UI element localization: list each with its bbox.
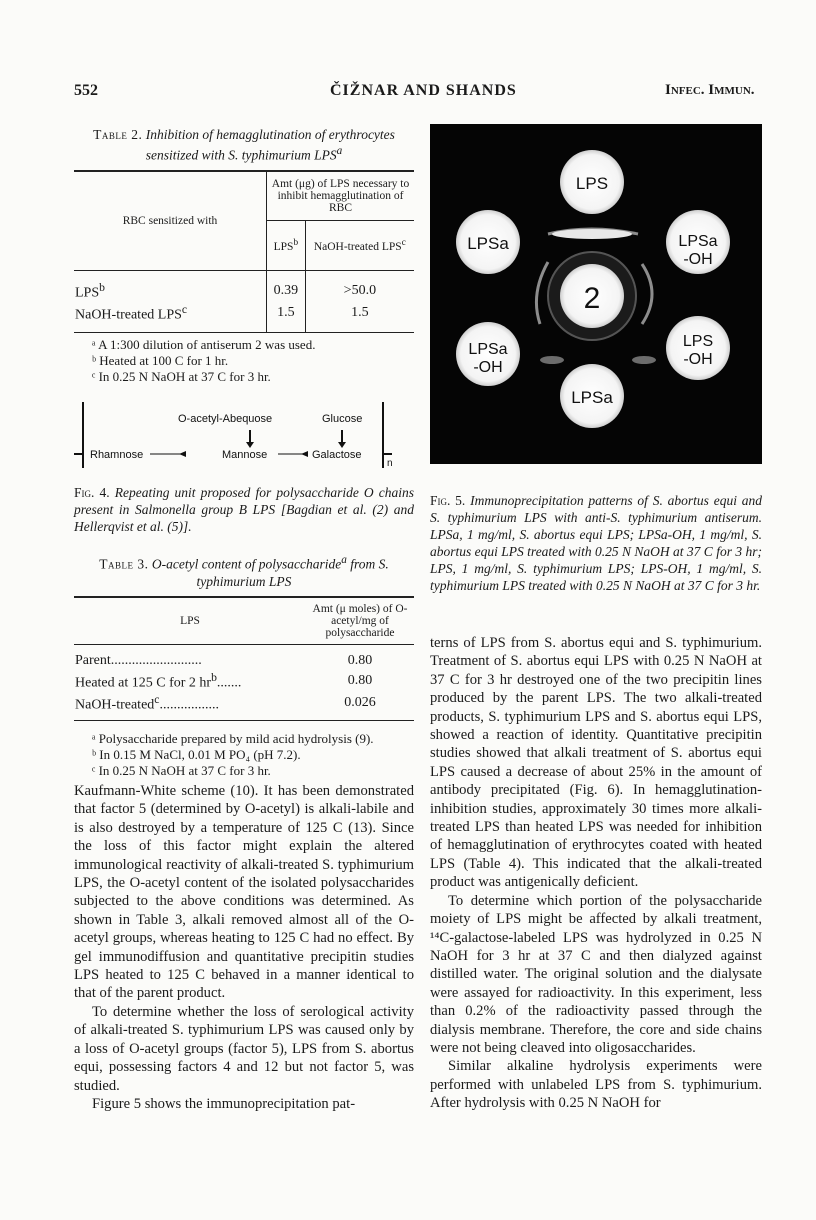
figure-5-caption: Fig. 5. Immunoprecipitation patterns of S. abortus equi and S. typhimurium LPS with anti-S. typhimurium antiserum. LPSa, 1 mg/ml, S. abortus equi LPS; LPSa-OH, 1 mg/ml, S. abortus equi LPS treated with 0.25 N NaOH at 37 C for 3 hr; LPS, 1 mg/ml, S. typhimurium LPS; LPS-OH, 1 mg/ml, S. typhimurium LPS treated with 0.25 N NaOH at 37 C for 3 hr. (430, 493, 762, 593)
table-2 (74, 126, 414, 385)
figure-5-photo (430, 124, 762, 464)
table-2-col-lps: LPS$^b$ (267, 221, 306, 271)
page-number: 552 (74, 82, 98, 99)
table-3-caption: Table 3. O-acetyl content of polysaccharide$^a$ from S. typhimurium LPS (99, 554, 389, 589)
table-2-caption: Table 2. Inhibition of hemagglutination of erythrocytes sensitized with S. typhimurium LPS$^a$ (93, 127, 395, 163)
journal-name: Infec. Immun. (665, 82, 755, 98)
table-row: Parent.......................... 0.80 (75, 652, 373, 668)
well-lpsa-bottom: LPSa (571, 388, 613, 407)
well-lps-top: LPS (575, 174, 609, 193)
figure-4-caption: Fig. 4. Repeating unit proposed for polysaccharide O chains present in Salmonella group B LPS [Bagdian et al. (2) and Hellerqvist et al. (5)]. (74, 485, 415, 534)
table-3-col-amt: Amt (μ moles) of O-acetyl/mg of polysaccharide (306, 597, 414, 645)
well-lpsa-oh-upper-right: LPSa (678, 233, 718, 250)
table-3-col-lps: LPS (74, 597, 306, 645)
well-lps-oh-lower-right: LPS (682, 333, 714, 350)
fig4-o-acetyl-abequose: O-acetyl-Abequose (178, 413, 273, 425)
table-3-footnotes: ᵃ Polysaccharide prepared by mild acid hydrolysis (9). ᵇ In 0.15 M NaCl, 0.01 M PO₄ (pH 7.2). ᶜ In 0.25 N NaOH at 37 C for 3 hr. (92, 730, 374, 778)
table-2-grid (74, 170, 414, 337)
table-row: Heated at 125 C for 2 $hr^b$....... 0.80 (75, 670, 373, 691)
well-lpsa-upper-left: LPSa (467, 234, 509, 253)
table-row: NaOH-treated$^c$................. 0.026 (75, 693, 376, 713)
right-body-text: terns of LPS from S. abortus equi and S. typhimurium. Treatment of S. abortus equi LPS with 0.25 N NaOH at 37 C for 3 hr destroyed one of the two precipitin lines produced by the parent LPS. The two alkali-treated products, S. typhimurium LPS and S. abortus equi LPS, showed a reaction of identity. Quantitative precipitin studies showed that alkali treatment of S. abortus equi LPS caused a decrease of about 25% in the amount of antibody precipitated (Fig. 6). In hemagglutination-inhibition studies, approximately 30 times more alkali-treated LPS than heated LPS was needed for inhibition of hemagglutination of erythrocytes coated with heated LPS (Table 4). This indicated that the alkali-treated product was antigenically deficient. To determine which portion of the polysaccharide moiety of LPS might be affected by alkali treatment, ¹⁴C-galactose-labeled LPS was hydrolyzed in 0.25 N NaOH for 3 hr at 37 C and then dialyzed against distilled water. The original solution and the dialysate were assayed for radioactivity. In this experiment, less than 0.2% of the radioactivity passed through the dialysis membrane. Therefore, the core and side chains were not being cleaved into oligosaccharides. Similar alkaline hydrolysis experiments were performed with unlabeled LPS from S. typhimurium. After hydrolysis with 0.25 N NaOH for (430, 635, 762, 1112)
table-3-grid (74, 596, 414, 725)
fig4-glucose: Glucose (322, 413, 363, 425)
table-2-footnotes: ᵃ A 1:300 dilution of antiserum 2 was used. ᵇ Heated at 100 C for 1 hr. ᶜ In 0.25 N NaOH at 37 C for 3 hr. (92, 336, 316, 384)
fig4-galactose: Galactose (312, 449, 362, 461)
table-row: LPS$^b$ 0.39 >50.0 (74, 270, 414, 302)
fig4-mannose: Mannose (222, 449, 268, 461)
fig4-rhamnose: Rhamnose (90, 449, 144, 461)
table-2-row-header: RBC sensitized with (74, 171, 267, 271)
svg-text:-OH: -OH (683, 251, 713, 268)
table-2-col-group: Amt (μg) of LPS necessary to inhibit hemagglutination of RBC (267, 171, 415, 221)
left-body-text: Kaufmann-White scheme (10). It has been demonstrated that factor 5 (determined by O-acetyl) is alkali-labile and is also destroyed by a temperature of 125 C (13). Since the loss of this factor might explain the altered immunological reactivity of alkali-treated S. typhimurium LPS, the O-acetyl content of the isolated polysaccharides subjected to the above conditions was determined. As shown in Table 3, alkali removed almost all of the O-acetyl groups, whereas heating to 125 C had no effect. By gel immunodiffusion and quantitative precipitin studies LPS heated to 125 C behaved in a manner identical to that of the parent product. To determine whether the loss of serological activity of alkali-treated S. typhimurium LPS was caused only by a loss of O-acetyl groups (factor 5), LPS from S. abortus equi, possessing factors 4 and 12 but not factor 5, was studied. Figure 5 shows the immunoprecipitation pat- (74, 783, 414, 1112)
svg-text:-OH: -OH (683, 351, 713, 368)
fig4-n: n (387, 458, 393, 469)
table-row: NaOH-treated LPS$^c$ 1.5 1.5 (74, 302, 414, 332)
svg-text:-OH: -OH (473, 359, 503, 376)
well-antiserum-center: 2 (583, 282, 601, 315)
well-lpsa-oh-lower-left: LPSa (468, 341, 508, 358)
table-2-col-naoh: NaOH-treated LPS$^c$ (305, 221, 414, 271)
running-authors: ČIŽNAR AND SHANDS (330, 82, 517, 99)
figure-4-diagram (74, 396, 414, 476)
table-3 (74, 552, 414, 779)
